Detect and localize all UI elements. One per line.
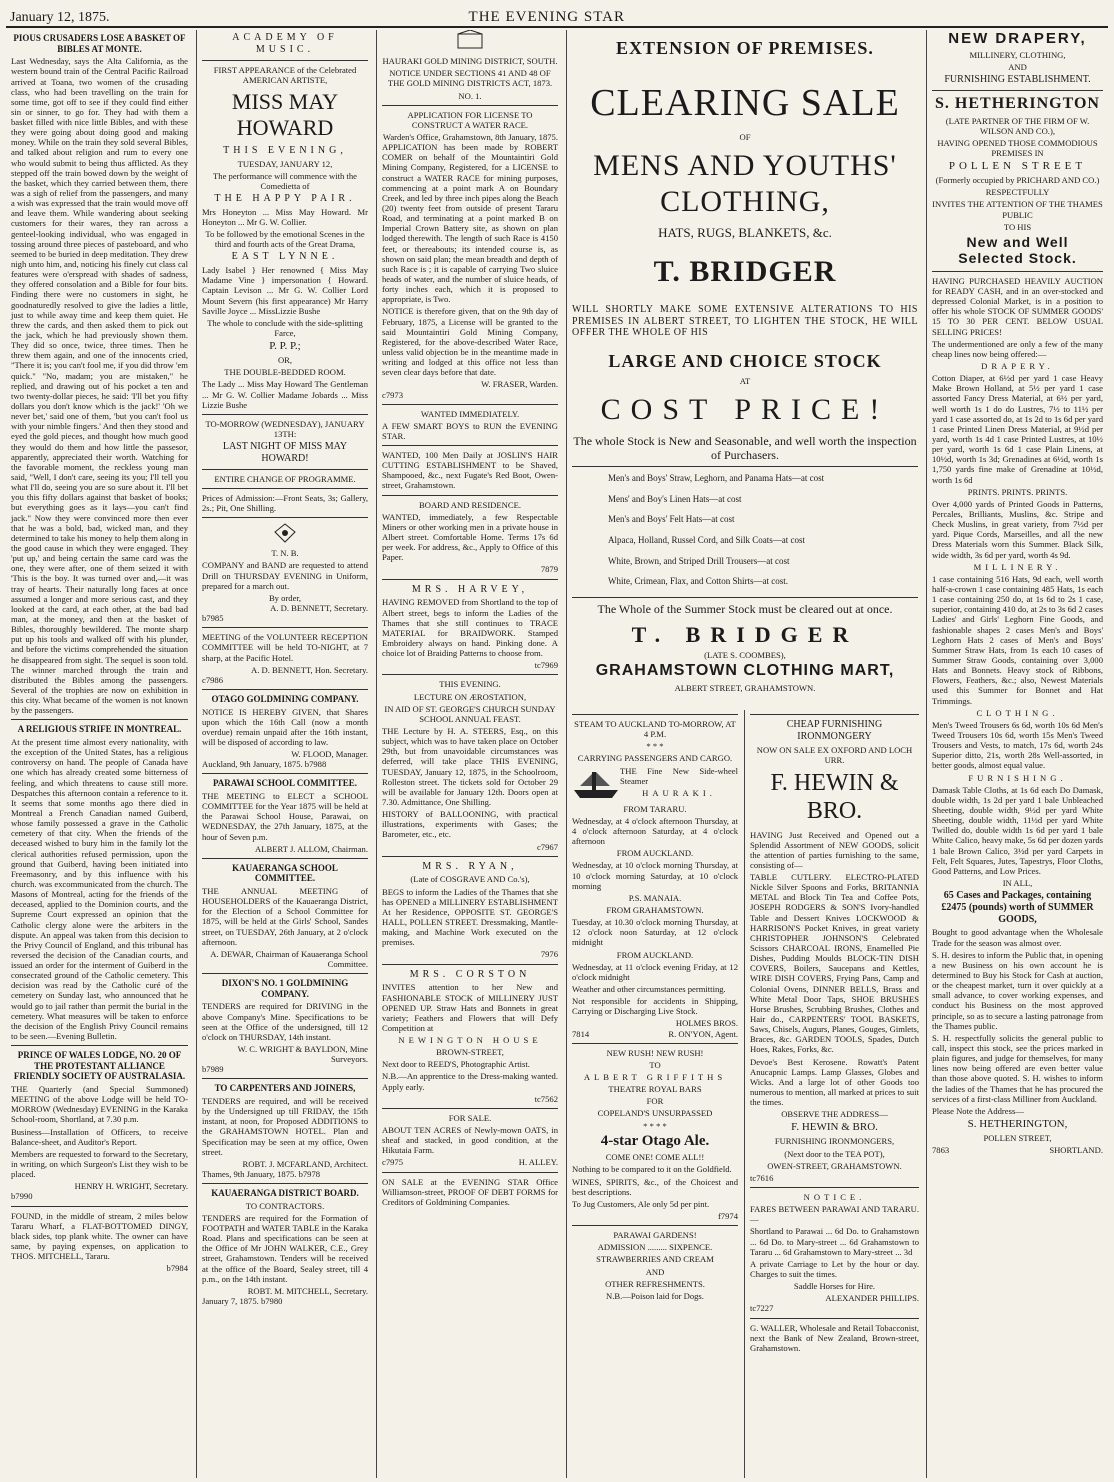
- ad-text: TO-MORROW (WEDNESDAY), JANUARY 13TH:: [205, 418, 365, 439]
- ad-text: AT: [739, 376, 751, 387]
- ad-code: b7985: [202, 613, 224, 624]
- ad-text: THE Lecture by H. A. STEERS, Esq., on this subject, which was to have taken place on October 29th, but from unavoidable circumstances was deferred, will take place THIS EVENING, TUESDAY, January 12, 1875, in the Schoolroom, Rolleston street. The tickets sold for October 29 will be available for January 12th. Doors open at 7.30. Admittance, One Shilling.: [382, 725, 558, 807]
- ad-text: MEETING of the VOLUNTEER RECEPTION COMMITTEE will be held TO-NIGHT, at 7 sharp, at the Pacific Hotel.: [202, 632, 368, 663]
- ad-heading: FOR SALE.: [448, 1112, 492, 1123]
- cast-list: Mrs Honeyton ... Miss May Howard. Mr Honeyton ... Mr G. W. Collier.: [202, 206, 368, 227]
- signature: HOLMES BROS.: [675, 1018, 738, 1029]
- ad-text: The Whole of the Summer Stock must be cleared out at once.: [597, 601, 893, 616]
- ad-heading: KAUAERANGA DISTRICT BOARD.: [211, 1188, 359, 1199]
- play-title: P. P. P.;: [269, 340, 301, 353]
- ad-text: Warden's Office, Grahamstown, 8th January, 1875.: [382, 131, 558, 142]
- merchant-name: T. BRIDGER: [653, 255, 837, 289]
- crest-icon: [382, 30, 558, 54]
- ad-text: By order,: [268, 592, 302, 603]
- column-3: [376, 30, 563, 1478]
- steamer-ads: [567, 710, 743, 1478]
- ad-heading: ALBERT GRIFFITHS: [583, 1071, 727, 1082]
- notice-heading: PRINCE OF WALES LODGE, NO. 20 OF THE PROTESTANT ALLIANCE FRIENDLY SOCIETY OF AUSTRALASIA.: [13, 1050, 186, 1082]
- ad-text: Prices of Admission:—Front Seats, 3s; Gallery, 2s.; Pit, One Shilling.: [202, 492, 368, 513]
- ad-heading: THIS EVENING.: [439, 679, 501, 690]
- ad-text: (LATE PARTNER OF THE FIRM OF W. WILSON AND CO.),: [945, 115, 1090, 136]
- paper-title: THE EVENING STAR: [468, 9, 625, 25]
- signature: R. ON'YON, Agent.: [668, 1028, 738, 1039]
- ad-text: Nothing to be compared to it on the Goldfield.: [572, 1164, 732, 1175]
- ad-text: OR,: [277, 355, 293, 366]
- ad-heading: MENS AND YOUTHS' CLOTHING,: [593, 149, 897, 218]
- cast-list: Lady Isabel } Her renowned { Miss May Madame Vine } impersonation { Howard. Captain Levison ... Mr G. W. Collier Lord Mount Severn (his first appearance) Mr Harry Saville Joyce ... MissLizzie Bushe: [202, 265, 368, 316]
- ad-text: Next door to REED'S, Photographic Artist.: [382, 1059, 530, 1070]
- ad-heading: TO CARPENTERS AND JOINERS,: [214, 1083, 356, 1094]
- play-title: THE DOUBLE-BEDDED ROOM.: [224, 367, 346, 378]
- article-heading: PIOUS CRUSADERS LOSE A BASKET OF BIBLES AT MONTE.: [13, 33, 186, 54]
- ad-text: The performance will commence with the Comedietta of: [213, 170, 357, 191]
- ad-heading: MRS. CORSTON: [409, 968, 531, 980]
- ad-text: (Formerly occupied by PRICHARD AND CO.): [935, 175, 1100, 186]
- ad-heading: COST PRICE!: [600, 393, 890, 427]
- ad-text: N.B.—Poison laid for Dogs.: [606, 1290, 704, 1301]
- ad-text: NOTICE IS HEREBY GIVEN, that Shares upon which the 16th Call (now a month overdue) remain unpaid after the 16th instant, will be disposed of according to law.: [202, 706, 368, 747]
- ad-text: Saddle Horses for Hire.: [793, 1281, 876, 1292]
- ad-heading: NEW DRAPERY,: [948, 30, 1087, 47]
- ad-text: N.B.—An apprentice to the Dress-making wanted. Apply early.: [382, 1071, 558, 1092]
- ad-heading: 4-star Otago Ale.: [600, 1132, 710, 1149]
- ad-text: RESPECTFULLY: [985, 187, 1050, 198]
- ad-text: OWEN-STREET, GRAHAMSTOWN.: [767, 1160, 902, 1171]
- ad-text: THE Fine New Side-wheel Steamer: [620, 765, 738, 786]
- ad-subheading: IN AID OF ST. GEORGE'S CHURCH SUNDAY SCHOOL ANNUAL FEAST.: [384, 703, 556, 724]
- ad-text: THIS EVENING,: [223, 144, 347, 156]
- ad-text: WANTED, 100 Men Daily at JOSLIN'S HAIR CUTTING ESTABLISHMENT to be Shaved, Shampooed, &c., next Fugate's Red Boot, Owen-street, Grahamstown.: [382, 450, 558, 491]
- section-heading: MILLINERY.: [973, 561, 1062, 572]
- ad-text: AND: [1008, 61, 1027, 72]
- article-text: At the present time almost every nationality, with the exception of the United States, has a religious controversy on hand. The people of Canada have one which has already created some bitterness of feeling, and which threatens to cause still more. Despatches this afternoon contain a reference to it. It seems that some months ago there died in Montreal a French Canadian named Guiberd, whose family possessed a grave in the Catholic cemetery of that city. When the friends of the deceased wished to bury him in the family lot the clerical authorities refused permission, upon the ground that Guiberd, having been initiated into Freemasonry, and by this influence with his church. was excommunicated from the church. The Masons of Montreal, acting for the friends of the deceased, applied to the Dominion courts, and the Supreme Court expressed an opinion that the Catholic clergy alone were the arbiters in the dispute. An appeal was taken from this decision to the Privy Council of England, and this tribunal has reversed the decision of the Canadian courts, and issued an order for the interment of Guiberd in the consecrated ground of the Catholic cemetery. This decision was read by the Catholic curé of the cemetery on Sunday last, who announced that he would go to jail rather than permit the burial in the cemetery. What measures will be taken to enforce the decision of the English Privy Council remains to be seen.—Evening Bulletin.: [11, 736, 188, 1042]
- signature: A. D. BENNETT, Hon. Secretary.: [251, 664, 368, 675]
- ad-text: TABLE CUTLERY. ELECTRO-PLATED Nickle Silver Spoons and Forks, BRITANNIA METAL and Block Tin Tea and Coffee Pots, JOSEPH RODGERS & SON'S Ivory-handled Table and Dessert Knives LOCKWOOD & HARRISON'S Pocket Knives, in great variety CHRISTOPHER JOHNSON'S Celebrated Scissors CHARCOAL IRONS, Enamelled Pie Dishes, Pudding Moulds BLOCK-TIN DISH COVERS, Boilers, Saucepans and Kettles, WIRE DISH COVERS, Frying Pans, Camp and Colonial Ovens, DINNER BELLS, Brass and White Metal Door Taps, SHOE BRUSHES Horse Brushes, Scrubbing Brushes, Clothes and Hair do., CARPENTERS' TOOL BASKETS, Saws, Chisels, Augurs, Planes, Gouges, Gimlets, Braces, &c. GARDEN TOOLS, Spades, Dutch Hoes, Rakes, Forks, &c.: [750, 872, 919, 1055]
- ad-text: ALBERT STREET, GRAHAMSTOWN.: [674, 682, 816, 693]
- ad-text: G. WALLER, Wholesale and Retail Tobacconist, next the Bank of New Zealand, Brown-street, Grahamstown.: [750, 1322, 919, 1353]
- ad-text: ABOUT TEN ACRES of Newly-mown OATS, in sheaf and stacked, in good condition, at the Hikutaia Farm.: [382, 1125, 558, 1156]
- ad-text: COME ONE! COME ALL!!: [605, 1152, 705, 1163]
- price-list: Over 4,000 yards of Printed Goods in Patterns, Percales, Brilliants, Muslins, &c. Stripe and Check Muslins, in great variety, from 7½d per yard. Pique Cords, Marseilles, and all the new Dress Materials worn this Summer. Black Silk, wide width, 3s 6d per yard, worth 4s 9d.: [932, 498, 1103, 560]
- ad-text: Bought to good advantage when the Wholesale Trade for the season was almost over.: [932, 927, 1103, 948]
- ad-text: NOTICE is therefore given, that on the 9th day of February, 1875, a License will be granted to the said Mountaintiri Gold Mining Company, Registered, for the above-described Water Race, unless valid objection be in the meantime made in writing and lodged at this office not less than seven clear days before that date.: [382, 306, 558, 378]
- ad-heading: CHEAP FURNISHING IRONMONGERY: [786, 719, 883, 742]
- ad-text: MILLINERY, CLOTHING,: [969, 49, 1066, 60]
- masthead: [6, 0, 1108, 28]
- ad-date: Thames, 9th January, 1875. b7978: [202, 1168, 321, 1179]
- ad-text: COMPANY and BAND are requested to attend Drill on THURSDAY EVENING in Uniform, prepared for a march out.: [202, 560, 368, 591]
- ad-heading: PARAWAI SCHOOL COMMITTEE.: [212, 778, 358, 789]
- ad-subheading: (Late of COSGRAVE AND Co.'s),: [410, 874, 530, 885]
- ad-heading: BOARD AND RESIDENCE.: [419, 499, 521, 510]
- price-list: Men's Tweed Trousers 6s 6d, worth 10s 6d Men's Tweed Trousers 10s 6d, worth 15s Men's Tweed Trousers and Vests, to match, 17s 6d, worth 24s Superior ditto, 21s, worth 28s Well-assorted, in better goods, almost equal value.: [932, 719, 1103, 771]
- article-heading: A RELIGIOUS STRIFE IN MONTREAL.: [17, 724, 182, 735]
- ad-code: c7986: [202, 674, 224, 685]
- ad-text: POLLEN STREET,: [983, 1132, 1052, 1143]
- star-name: MISS MAY HOWARD: [231, 88, 339, 140]
- ad-heading: NEW RUSH! NEW RUSH!: [606, 1047, 704, 1058]
- ad-text: To be followed by the emotional Scenes in the third and fourth acts of the Great Drama,: [205, 229, 365, 250]
- ad-text: APPLICATION has been made by ROBERT COMER on behalf of the Mountaintiri Gold Mining Company, Registered, for a LICENSE to construct a WATER RACE for mining purposes, commencing at a point mark A on Boundary Creek, and led by three inch pipes along the Beach (20) twenty feet from outside of present Tararu Road, and terminating at a point marked B on Imperial Crown Battery site, as shown on plan lodged therewith. The length of such Race is 4150 feet, or thereabouts; its intended course is, as shown on said plan; the mean breadth and depth of such Race is ; it is capable of carrying Two sluice heads of water, and the number of sluice heads, of forty inches each, which it is proposed to appropriate, is Two.: [382, 142, 558, 305]
- section-heading: FURNISHING.: [968, 772, 1067, 783]
- ad-subheading: FROM GRAHAMSTOWN.: [606, 904, 704, 915]
- ad-subheading: FROM AUCKLAND.: [616, 848, 694, 859]
- ad-subheading: CARRYING PASSENGERS AND CARGO.: [577, 753, 733, 764]
- ad-text: Devoe's Best Kerosene. Rowatt's Patent Anucapnic Lamps. Lamp Glasses, Globes and Wicks. And a large lot of other Goods too numerous to mention, all marked at prices to suit the times.: [750, 1056, 919, 1108]
- merchant-name: T. BRIDGER: [631, 621, 859, 647]
- ad-text: HAVING PURCHASED HEAVILY AUCTION for READY CASH, and in an over-stocked and depressed Colonial Market, is in a position to offer his whole STOCK OF SUMMER GOODS' 15 TO 30 PER CENT. BELOW USUAL SELLING PRICES!: [932, 275, 1103, 337]
- ad-text: FOR: [646, 1096, 664, 1107]
- ad-text: HAVING Just Received and Opened out a Splendid Assortment of NEW GOODS, solicit the attention of parties furnishing to the same, consisting of—: [750, 829, 919, 870]
- ad-heading: NOTICE.: [803, 1191, 866, 1202]
- ad-text: FURNISHING ESTABLISHMENT.: [944, 73, 1091, 85]
- ad-heading: T. N. B.: [271, 548, 299, 559]
- ad-text: NEWINGTON HOUSE: [398, 1035, 542, 1046]
- section-heading: PRINTS. PRINTS. PRINTS.: [967, 486, 1068, 497]
- ad-text: INVITES attention to her New and FASHIONABLE STOCK of MILLINERY JUST OPENED UP. Straw Hats and Bonnets in great variety; Feathers and Flowers that will Defy Competition at: [382, 982, 558, 1033]
- signature: ROBT. J. MCFARLAND, Architect.: [242, 1158, 368, 1169]
- ad-text: ADMISSION ......... SIXPENCE.: [597, 1242, 713, 1253]
- ad-text: FURNISHING IRONMONGERS,: [774, 1136, 895, 1147]
- cast-list: The Lady ... Miss May Howard The Gentleman ... Mr G. W. Collier Madame Jobards ... Miss Lizzie Bushe: [202, 379, 368, 410]
- notice-text: THE Quarterly (and Special Summoned) MEETING of the above Lodge will be held TO-MORROW (Wednesday) EVENING in the Karaka School-room, Shortland, at 7.30 p.m.: [11, 1084, 188, 1125]
- ad-heading: PARAWAI GARDENS!: [613, 1230, 697, 1241]
- ad-text: WANTED, immediately, a few Respectable Miners or other working men in a private house in Albert street. Comfortable Home. Terms 17s 6d per week. For address, &c., Apply to Office of this Paper.: [382, 511, 558, 563]
- crest-icon: [202, 522, 368, 546]
- ad-text: (Next door to the TEA POT),: [784, 1148, 885, 1159]
- ad-code: b7989: [202, 1064, 224, 1075]
- ad-text: IN ALL,: [1002, 877, 1033, 888]
- ad-text: ENTIRE CHANGE OF PROGRAMME.: [214, 473, 356, 484]
- ad-text: The whole to conclude with the side-splitting Farce,: [207, 317, 363, 338]
- ad-heading: STEAM TO AUCKLAND TO-MORROW, AT 4 P.M.: [574, 719, 736, 740]
- ad-heading: ACADEMY OF MUSIC.: [232, 32, 338, 55]
- ad-text: S. H. respectfully solicits the general public to call, inspect this stock, see the prices marked in plain figures, and judge for themselves, for many lines now being offered are even better value than those above quoted. S. H. wishes to inform the ladies of the Thames that he has procured the services of a first-class Milliner from Auckland.: [932, 1032, 1103, 1104]
- price-list: Cotton Diaper, at 6½d per yard 1 case Heavy Make Brown Holland, at 5½ per yard 1 case assorted Fancy Dress Material, at 6½ per yard, well worth 1s 1 do do Lustres, 7½ to 11½ per yard 1 case assorted do, at 1s 2d to 1s 6d per yard 1 case Printed Linen Dress Material, at 9½d per yard, worth 1s 4d 1 case Printed Lustres, at 10½ per yard, worth 1s 6d 1 case Plain Linens, at 10½d, worth 1s 3d; Grenadines at 6½d, worth 1s 1,750 yards fine make of Grenadine at 10½d, worth 1s 6d: [932, 373, 1103, 485]
- ad-text: A private Carriage to Let by the hour or day. Charges to suit the times.: [750, 1258, 919, 1279]
- issue-date: January 12, 1875.: [10, 10, 110, 25]
- column-4: [566, 30, 923, 1478]
- ad-text: S. H. desires to inform the Public that, in opening a new Business on his own account he is determined to Buy his Stock for Cash at auction, or the cheapest market, turn it over quickly at a small advance, to cover working expenses, and conduct his Business on the most approved principle, so as to secure a lasting patronage from the Thames public.: [932, 949, 1103, 1031]
- signature: H. ALLEY.: [518, 1157, 558, 1168]
- ad-text: Wednesday, at 11 o'clock evening Friday, at 12 o'clock midnight: [572, 961, 738, 982]
- signature: W. FRASER, Warden.: [481, 379, 558, 390]
- ad-heading: MRS. HARVEY,: [411, 583, 529, 595]
- ad-text: INVITES THE ATTENTION OF THE THAMES PUBLIC: [932, 199, 1103, 220]
- signature: A. D. BENNETT, Secretary.: [270, 602, 368, 613]
- ad-heading: DIXON'S NO. 1 GOLDMINING COMPANY.: [221, 978, 349, 999]
- ad-text: HAVING OPENED THOSE COMMODIOUS PREMISES IN: [937, 137, 1098, 159]
- ad-text: TENDERS are required for the Formation of FOOTPATH and WATER TABLE in the Karaka Road. Plans and specifications can be seen at the Office of Mr JOHN WALKER, C.E., Grey street, Grahamstown. Tenders will be received at the office of the Board, Sealey street, till 4 p.m., on the 14th instant.: [202, 1212, 368, 1284]
- ad-code: 7814: [572, 1028, 590, 1039]
- ad-text: TO HIS: [1003, 221, 1032, 232]
- ad-text: TENDERS are required for DRIVING in the above Company's Mine. Specifications to be seen at the Office of the undersigned, till 12 o'clock on THURSDAY, 14th instant.: [202, 1001, 368, 1042]
- ad-text: LAST NIGHT OF MISS MAY HOWARD!: [222, 441, 348, 464]
- ad-text: WILL SHORTLY MAKE SOME EXTENSIVE ALTERATIONS TO HIS PREMISES IN ALBERT STREET, TO LIGHTEN THE STOCK, HE WILL OFFER THE WHOLE OF HIS: [572, 303, 918, 339]
- ad-subheading: FROM AUCKLAND.: [616, 949, 694, 960]
- ad-text: TUESDAY, JANUARY 12,: [237, 158, 333, 169]
- notice-text: Members are requested to forward to the Secretary, in writing, on which Surgeon's List they wish to be placed.: [11, 1148, 188, 1180]
- play-title: THE HAPPY PAIR.: [214, 193, 356, 204]
- ad-text: Please Note the Address—: [932, 1105, 1024, 1116]
- ironmongery-ads: [744, 710, 923, 1478]
- signature: ALBERT J. ALLOM, Chairman.: [255, 843, 368, 854]
- ad-text: THE MEETING to ELECT a SCHOOL COMMITTEE for the Year 1875 will be held at the Parawai School House, Parawai, on WEDNESDAY, the 27th January, 1875, at the hour of Seven p.m.: [202, 791, 368, 842]
- ad-date: January 7, 1875. b7980: [202, 1296, 283, 1306]
- price-list: 1 case containing 516 Hats, 9d each, well worth half-a-crown 1 case containing 485 Hats, 1s each 1 case containing 250 do, at 1s 6d to 2s 1 case, superior, containing 410 do, at 2s to 3s 6d 2 cases Ladies' and Girls' Leghorn Fine Goods, and fashionable shapes 2 cases Men's and Boys' Leghorn Hats 2 cases of Men's and Boys' Summer Straw Hats, from 1s each 10 cases of Summer Straw Goods, containing over 3,000 Hats and Bonnets. Heavy stock of Ribbons, Flowers, Feathers, &c.; also, Newest Materials used this Summer for Bonnet and Hat Trimmings.: [932, 573, 1103, 706]
- signature: A. DEWAR, Chairman of Kauaeranga School Committee.: [210, 948, 368, 970]
- ad-code: tc7969: [534, 660, 558, 671]
- ad-code: c7973: [382, 389, 404, 400]
- ad-text: POLLEN STREET: [948, 160, 1087, 173]
- ad-text: Wednesday, at 4 o'clock afternoon Thursday, at 4 o'clock afternoon Saturday, at 4 o'clock afternoon: [572, 815, 738, 847]
- ad-text: Not responsible for accidents in Shipping, Carrying or Discharging Live Stock.: [572, 996, 738, 1017]
- ad-text: THEATRE ROYAL BARS: [608, 1084, 702, 1095]
- ad-subheading: NOTICE UNDER SECTIONS 41 AND 48 OF THE GOLD MINING DISTRICTS ACT, 1873.: [387, 68, 553, 89]
- ad-text: COPELAND'S UNSURPASSED: [597, 1108, 713, 1119]
- column-1: [6, 30, 193, 1478]
- ad-heading: APPLICATION FOR LICENSE TO CONSTRUCT A WATER RACE.: [407, 109, 533, 130]
- ship-icon: [572, 766, 620, 802]
- ad-text: ON SALE at the EVENING STAR Office Williamson-street, PROOF OF DEBT FORMS for Creditors of Goldmining Companies.: [382, 1176, 558, 1207]
- ad-code: c7967: [536, 841, 558, 852]
- ad-text: TENDERS are required, and will be received by the Undersigned up till FRIDAY, the 15th instant, at noon, for Proposed ADDITIONS to the GRAHAMSTOWN HOTEL. Plan and Specification may be seen at my office, Owen street.: [202, 1096, 368, 1157]
- ad-text: TO: [649, 1059, 661, 1070]
- ad-text: BEGS to inform the Ladies of the Thames that she has OPENED a MILLINERY ESTABLISHMENT At her Residence, OPPOSITE ST. GEORGE'S HALL, POLLEN STREET. Dressmaking, Mantle-making, and Machine Work executed on the premises.: [382, 886, 558, 948]
- ad-text: The undermentioned are only a few of the many cheap lines now being offered:—: [932, 338, 1103, 359]
- ad-code: f7974: [717, 1211, 738, 1222]
- ad-text: Shortland to Parawai ... 6d Do. to Grahamstown ... 6d Do. to Mary-street ... 6d Grahamstown to Tararu ... 6d Grahamstown to Mary-street ... 3d: [750, 1226, 919, 1257]
- ad-text: HISTORY of BALLOONING, with practical illustrations, experiments with Gases; the Barometer, etc., etc.: [382, 809, 558, 840]
- ad-heading: HAURAKI GOLD MINING DISTRICT, SOUTH.: [382, 56, 558, 67]
- ad-heading: OTAGO GOLDMINING COMPANY.: [211, 693, 359, 704]
- ad-text: OBSERVE THE ADDRESS—: [781, 1109, 888, 1120]
- merchant-name: S. HETHERINGTON,: [967, 1117, 1068, 1130]
- section-heading: CLOTHING.: [976, 707, 1059, 718]
- ad-heading: KAUAERANGA SCHOOL COMMITTEE.: [232, 862, 338, 884]
- ad-text: The whole Stock is New and Seasonable, and well worth the inspection of Purchasers.: [573, 433, 917, 463]
- ad-text: NO. 1.: [458, 90, 482, 101]
- signature: ALEXANDER PHILLIPS.: [825, 1293, 919, 1304]
- ad-subheading: TO CONTRACTORS.: [245, 1200, 325, 1211]
- price-list: Damask Table Cloths, at 1s 6d each Do Damask, double width, 1s 2d per yard 1 bale Unbleached Sheeting, double width, 9½d per yard White Sheeting, double width, 11½d per yard White Twilled do, double width 1s 6d per yard 1 bale White Calico, heavy make, 5s 6d per dozen yards 1 bale Brown Calico, 3½d per yard Carpets in Felt, Felt Squares, Jutes, Tapestrys, Floor Cloths, Good Patterns, and Low Prices.: [932, 784, 1103, 876]
- ad-text: FARES BETWEEN PARAWAI AND TARARU.—: [750, 1204, 919, 1225]
- ad-subheading: NOW ON SALE EX OXFORD AND LOCH URR.: [756, 744, 913, 765]
- ad-code: tc7562: [534, 1093, 558, 1104]
- play-title: EAST LYNNE.: [231, 251, 339, 263]
- section-heading: DRAPERY.: [981, 361, 1054, 372]
- list-item: Men's and Boys' Straw, Leghorn, and Panama Hats—at cost: [608, 473, 825, 484]
- ad-heading: STRAWBERRIES AND CREAM: [596, 1254, 714, 1265]
- ad-text: BROWN-STREET,: [436, 1047, 504, 1058]
- ad-heading: New and Well Selected Stock.: [958, 233, 1077, 267]
- ad-date: Auckland, 9th January, 1875. b7988: [202, 759, 327, 770]
- ad-heading: MRS. RYAN,: [422, 860, 518, 872]
- ad-subheading: FROM TARARU.: [623, 803, 687, 814]
- ad-code: c7975: [382, 1157, 404, 1168]
- list-item: Alpaca, Holland, Russel Cord, and Silk Coats—at cost: [608, 535, 805, 545]
- signature: W. FLOOD, Manager.: [291, 749, 368, 760]
- list-item: Mens' and Boy's Linen Hats—at cost: [608, 493, 742, 504]
- ad-text: Tuesday, at 10.30 o'clock morning Thursday, at 12 o'clock noon Saturday, at 12 o'clock midnight: [572, 917, 738, 948]
- list-item: White, Crimean, Flax, and Cotton Shirts—at cost.: [608, 576, 788, 587]
- ad-text: OTHER REFRESHMENTS.: [605, 1278, 705, 1289]
- ship-name: P.S. MANAIA.: [628, 892, 682, 903]
- ad-text: HATS, RUGS, BLANKETS, &c.: [658, 224, 832, 240]
- ad-text: OF: [739, 132, 751, 143]
- column-5: [926, 30, 1108, 1478]
- ad-code: 7879: [540, 564, 558, 575]
- notice-text: Business—Installation of Officers, to receive Balance-sheet, and Auditor's Report.: [11, 1126, 188, 1147]
- ad-code: b7984: [166, 1263, 188, 1274]
- column-4-lower: [567, 710, 923, 1478]
- notice-text: FOUND, in the middle of stream, 2 miles below Tararu Wharf, a FLAT-BOTTOMED DINGY, black sides, top plank white. The owner can have same, by paying expenses, on application to THOS. MITCHELL, Tararu.: [11, 1210, 188, 1262]
- ship-name: HAURAKI.: [642, 787, 716, 798]
- ad-text: Weather and other circumstances permitting.: [572, 983, 726, 994]
- signature: ROBT. M. MITCHELL, Secretary.: [247, 1285, 368, 1296]
- ad-text: (LATE S. COOMBES),: [704, 649, 786, 660]
- ad-code: tc7616: [750, 1172, 774, 1183]
- merchant-name: S. HETHERINGTON: [935, 94, 1100, 112]
- signature: W. C. WRIGHT & BAYLDON, Mine Surveyors.: [237, 1043, 368, 1065]
- ad-heading: LARGE AND CHOICE STOCK: [608, 351, 882, 372]
- signature: HENRY H. WRIGHT, Secretary.: [74, 1181, 188, 1192]
- ad-text: HAVING REMOVED from Shortland to the top of Albert street, begs to inform the Ladies of the Thames that she still continues to TRACE MATERIAL for BRAIDWORK. Stamped Embroidery always on hand. Pinking done. A choice lot of Braiding Patterns to choose from.: [382, 597, 558, 659]
- ad-code: b7990: [11, 1191, 33, 1202]
- ad-text: Wednesday, at 10 o'clock morning Thursday, at 10 o'clock morning Saturday, at 10 o'clock morning: [572, 860, 738, 891]
- ad-text: * * * *: [643, 1120, 667, 1131]
- ad-heading: LECTURE ON ÆROSTATION,: [413, 691, 527, 702]
- ad-text: AND: [645, 1266, 665, 1277]
- column-2: [196, 30, 373, 1478]
- ad-text: WINES, SPIRITS, &c., of the Choicest and best descriptions.: [572, 1176, 738, 1197]
- article-text: Last Wednesday, says the Alta California, as the western bound train of the Central Pacific Railroad arrived at Toana, two women of the crusading class, who had been travelling on the train for some time, got off to see if they could find either sin or sinner, to go for. They had with them a basket filled with nice little Bibles, and with these they were going about doing good and making money. While on the train they sold several Bibles, and talked about religion and rum to every one who would submit to being thus afflicted. As they stepped off the train bowed down by the weight of the basket, which they carried between them, there was a sigh of relief from the passengers, and many a wish was expressed that the train would move off and leave them. While wandering about seeking customers for their wares, they ran across a genteel-looking individual, who was engaged in tossing around three pieces of pasteboard, and who seemed to be buried in deep meditation. They drew nigh unto him, and, noticing his finely cut class cal features were o'erspread with shades of sadness, they offered consolation and a Bible for four bits. Finding there were no customers in sight, he goodnaturedly resolved to give the ladies a little, just to while away time and keep them quiet. He threw the cards, and then asked them to pick out the jack, which he had previously shown them. They did so once, twice, three times. Then he threw them again, and one of the innocents cried, "There it is; you can't fool me, if you did throw 'em quick." "No, madam; you are mistaken," he replied, and drawing out of his pocket a ten and two twenty-dollar pieces, he said: 'I'll bet you fifty dollars you don't know which is the jack!' 'Oh we never bet,' said one of them, 'but you can't fool us with your nimble fingers.' And then they stood and eyed the gold pieces, and thought how much good they would do them and how little the passesor, apparently, appreciated their worth. Watching for the favorable moment, the reckless young man said, "Well, I don't care, seeing its you; I'll tell you what I'll do, seeing you are so sure about it. I'll bet you this fifty dollars against that basket of books; but everything goes as it lays—you can't find jack." Now they were convinced more then ever that he was a bold, bad, wicked man, and they determined to take his money to help them along in the good cause in which they were engaged. They 'put up,' and being certain the same card was the one, they were after, one of them seized it with 'This is the boy. It was turned over and,—it was tray of hearts. Their naturally long faces at once assumed a longer and more serious cast, and they looked at the card, at each other, at the bad bad man, at the money, and then at the basket of Bibles, thoroughly bewildered. The monte sharp put up his tools and walked off with his plunder, and before the victims comprehended the situation he disappeared from sight. The sequel is soon told. The winner marched through the train and distributed the Bibles among the passengers. Several of the trophies are now on exhibition in this city. What became of the women is not known by the passengers.: [11, 56, 188, 716]
- ad-heading: EXTENSION OF PREMISES.: [616, 38, 874, 58]
- ad-code: 7863: [932, 1145, 950, 1156]
- ad-code: tc7227: [750, 1303, 774, 1314]
- ad-heading: WANTED IMMEDIATELY.: [420, 408, 520, 419]
- merchant-name: F. HEWIN & BRO.: [770, 769, 899, 825]
- list-item: Men's and Boys' Felt Hats—at cost: [608, 514, 735, 525]
- sale-heading: CLEARING SALE: [590, 82, 900, 125]
- ad-text: THE ANNUAL MEETING of HOUSEHOLDERS of the Kauaeranga District, for the Election of a School Committee for 1875, will be held at the Girls' School, Sandes street, on TUESDAY, 26th January, at 2 o'clock afternoon.: [202, 886, 368, 947]
- ad-text: * * *: [646, 741, 664, 752]
- list-item: White, Brown, and Striped Drill Trousers—at cost: [608, 555, 790, 566]
- ad-text: A FEW SMART BOYS to RUN the EVENING STAR.: [382, 420, 558, 441]
- ad-text: To Jug Customers, Ale only 5d per pint.: [572, 1198, 710, 1209]
- ad-text: FIRST APPEARANCE of the Celebrated AMERICAN ARTISTE,: [213, 64, 357, 85]
- ad-heading: GRAHAMSTOWN CLOTHING MART,: [595, 662, 895, 680]
- ad-text: SHORTLAND.: [1049, 1145, 1103, 1156]
- ad-heading: 65 Cases and Packages, containing £2475 (pounds) worth of SUMMER GOODS,: [941, 890, 1094, 925]
- ad-code: 7976: [540, 949, 558, 960]
- merchant-name: F. HEWIN & BRO.: [791, 1121, 878, 1134]
